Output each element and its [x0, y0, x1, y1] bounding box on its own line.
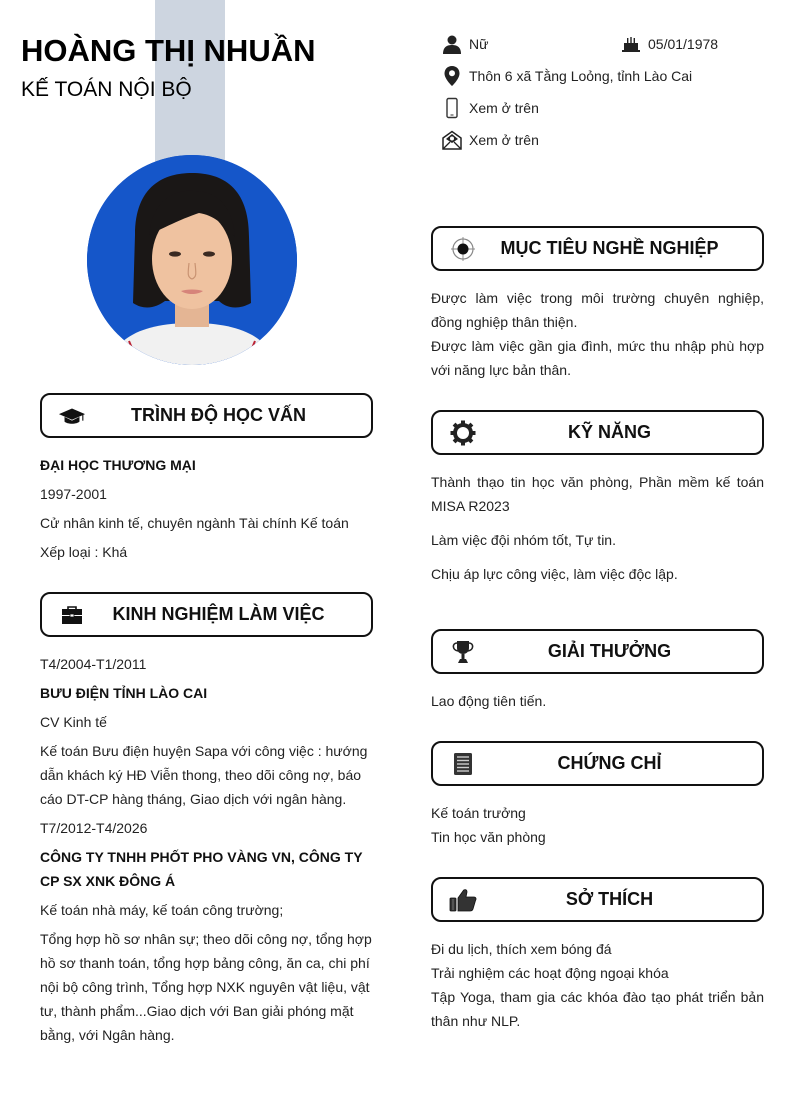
section-header-awards — [431, 629, 764, 674]
job-1-position: CV Kinh tế — [40, 714, 107, 730]
job-2-position: Kế toán nhà máy, kế toán công trường; — [40, 902, 284, 918]
section-title: TRÌNH ĐỘ HỌC VẤN — [131, 405, 306, 425]
email-value: Xem ở trên — [469, 132, 539, 148]
contact-phone — [441, 97, 539, 119]
birthday-cake-icon — [620, 33, 642, 55]
hobby-item-1: Đi du lịch, thích xem bóng đá — [431, 941, 612, 957]
skill-item-2: Làm việc đội nhóm tốt, Tự tin. — [431, 532, 616, 548]
target-icon — [449, 236, 477, 262]
gear-icon — [449, 420, 477, 446]
job-2-description: Tổng hợp hồ sơ nhân sự; theo dõi công nợ, tổng hợp hồ sơ thanh toán, tổng hợp bảng công, ăn ca, chi phí nội bộ công trình, Tổng hợp NXK nguyên vật liệu, vật tư, thành phẩm...Giao dịch với Ban giải phóng mặt bằng, với Ngân hàng. — [40, 931, 372, 1043]
objective-line-2: Được làm việc gần gia đình, mức thu nhập phù hợp với năng lực bản thân. — [431, 338, 764, 378]
objective-line-1: Được làm việc trong môi trường chuyên nghiệp, đồng nghiệp thân thiện. — [431, 290, 764, 330]
section-title: KINH NGHIỆM LÀM VIỆC — [112, 604, 325, 624]
section-title: KỸ NĂNG — [567, 422, 651, 442]
graduation-cap-icon — [58, 403, 86, 429]
education-degree: Cử nhân kinh tế, chuyên ngành Tài chính Kế toán — [40, 515, 349, 531]
job-1-description: Kế toán Bưu điện huyện Sapa với công việc : hướng dẫn khách ký HĐ Viễn thong, theo dõi công nợ, báo cáo DT-CP hàng tháng, Giao dịch với ngân hàng. — [40, 743, 368, 807]
skill-item-3: Chịu áp lực công việc, làm việc độc lập. — [431, 566, 678, 582]
hobby-item-2: Trải nghiệm các hoạt động ngoại khóa — [431, 965, 669, 981]
envelope-at-icon — [441, 129, 463, 151]
trophy-icon — [449, 639, 477, 665]
section-header-objective — [431, 226, 764, 271]
section-header-experience — [40, 592, 373, 637]
contact-birthday — [620, 33, 718, 55]
certificate-list-icon — [449, 751, 477, 777]
skill-item-1: Thành thạo tin học văn phòng, Phần mềm kế toán MISA R2023 — [431, 474, 764, 514]
section-title: MỤC TIÊU NGHỀ NGHIỆP — [500, 238, 719, 258]
contact-address — [441, 65, 692, 87]
section-title: CHỨNG CHỈ — [557, 753, 662, 773]
profile-photo — [87, 155, 297, 365]
hobby-item-3: Tập Yoga, tham gia các khóa đào tạo phát triển bản thân như NLP. — [431, 989, 764, 1029]
thumbs-up-icon — [449, 887, 477, 913]
certificate-item-2: Tin học văn phòng — [431, 829, 546, 845]
section-title: GIẢI THƯỞNG — [547, 641, 672, 661]
phone-value: Xem ở trên — [469, 100, 539, 116]
address-value: Thôn 6 xã Tằng Loỏng, tỉnh Lào Cai — [469, 68, 693, 84]
candidate-role: KẾ TOÁN NỘI BỘ — [21, 78, 192, 101]
section-title: SỞ THÍCH — [565, 889, 654, 909]
user-icon — [441, 33, 463, 55]
education-grade: Xếp loại : Khá — [40, 544, 128, 560]
section-header-education — [40, 393, 373, 438]
section-header-skills — [431, 410, 764, 455]
education-school: ĐẠI HỌC THƯƠNG MẠI — [40, 457, 196, 473]
contact-gender — [441, 33, 488, 55]
certificate-item-1: Kế toán trưởng — [431, 805, 526, 821]
briefcase-icon — [58, 602, 86, 628]
job-2-company: CÔNG TY TNHH PHỐT PHO VÀNG VN, CÔNG TY CP SX XNK ĐÔNG Á — [40, 849, 363, 889]
job-1-company: BƯU ĐIỆN TỈNH LÀO CAI — [40, 685, 208, 701]
candidate-name: HOÀNG THỊ NHUẦN — [21, 33, 316, 68]
mobile-phone-icon — [441, 97, 463, 119]
gender-value: Nữ — [469, 36, 489, 52]
award-item-1: Lao động tiên tiến. — [431, 693, 547, 709]
job-2-period: T7/2012-T4/2026 — [40, 820, 148, 836]
section-header-certificates — [431, 741, 764, 786]
contact-email — [441, 129, 539, 151]
birthday-value: 05/01/1978 — [648, 36, 719, 52]
education-period: 1997-2001 — [40, 486, 107, 502]
map-marker-icon — [441, 65, 463, 87]
section-header-hobbies — [431, 877, 764, 922]
job-1-period: T4/2004-T1/2011 — [40, 656, 147, 672]
